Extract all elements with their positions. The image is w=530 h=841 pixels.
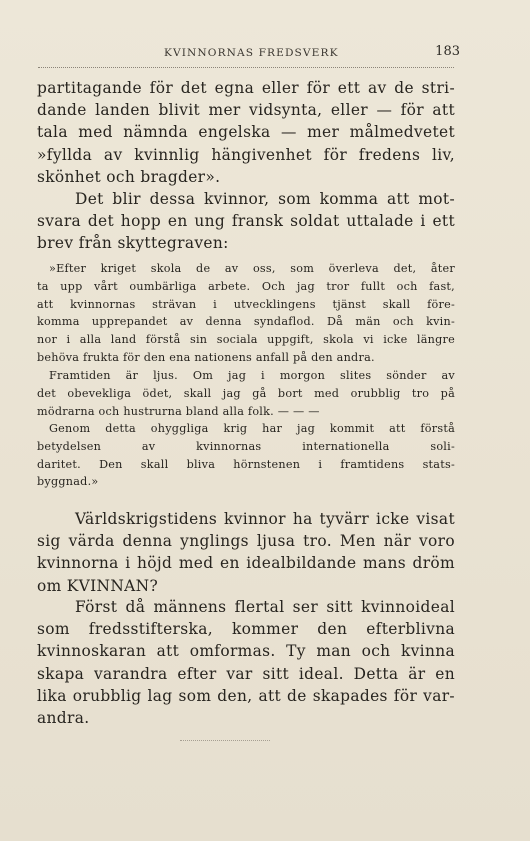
quote-line: behöva frukta för den ena nationens anfall på den andra. bbox=[37, 350, 375, 364]
quote-line: att kvinnornas strävan i utvecklingens tjänst skall före- bbox=[37, 297, 455, 311]
quote-line: det obevekliga ödet, skall jag gå bort med orubblig tro på bbox=[37, 386, 455, 400]
running-head: KVINNORNAS FREDSVERK bbox=[164, 47, 339, 59]
text-line: Världskrigstidens kvinnor ha tyvärr icke visat bbox=[75, 510, 455, 528]
text-line: dande landen blivit mer vidsynta, eller — för att bbox=[37, 101, 455, 120]
quote-line: Genom detta ohyggliga krig har jag kommit att förstå bbox=[49, 422, 455, 435]
text-line: som fredsstifterska, kommer den efterblivna bbox=[37, 620, 455, 639]
text-line: svara det hopp en ung fransk soldat uttalade i ett bbox=[37, 212, 455, 231]
text-line: kvinnoskaran att omformas. Ty man och kvinna bbox=[37, 642, 455, 661]
quote-line: byggnad.» bbox=[37, 475, 99, 489]
paragraph bbox=[37, 188, 455, 255]
quote-line: daritet. Den skall bliva hörnstenen i framtidens stats- bbox=[37, 457, 455, 471]
text-line: brev från skyttegraven: bbox=[37, 234, 229, 253]
text-line: »fyllda av kvinnlig hängivenhet för fredens liv, bbox=[37, 145, 455, 164]
quote-line: ta upp vårt oumbärliga arbete. Och jag tror fullt och fast, bbox=[37, 279, 455, 293]
text-line: om KVINNAN? bbox=[37, 576, 159, 595]
quote-line: mödrarna och hustrurna bland alla folk. — — — bbox=[37, 404, 320, 418]
text-line: Först då männens flertal ser sitt kvinnoideal bbox=[75, 598, 455, 616]
text-line: sig värda denna ynglings ljusa tro. Men när voro bbox=[37, 532, 455, 551]
quote-line: »Efter kriget skola de av oss, som överleva det, åter bbox=[49, 262, 455, 275]
text-line: lika orubblig lag som den, att de skapades för var- bbox=[37, 686, 455, 705]
text-line: Det blir dessa kvinnor, som komma att mot- bbox=[75, 190, 455, 208]
header-rule bbox=[38, 67, 454, 68]
quote-line: nor i alla land förstå sin sociala uppgift, skola vi icke längre bbox=[37, 333, 455, 346]
paragraph bbox=[37, 596, 455, 729]
page-header bbox=[36, 44, 460, 64]
paragraph-continuation bbox=[37, 77, 455, 188]
text-line: partitagande för det egna eller för ett av de stri- bbox=[37, 79, 455, 97]
quote-line: Framtiden är ljus. Om jag i morgon slites sönder av bbox=[49, 369, 455, 382]
paragraph bbox=[37, 508, 455, 597]
text-line: andra. bbox=[37, 709, 90, 728]
quote-line: komma upprepandet av denna syndaflod. Då män och kvin- bbox=[37, 315, 455, 329]
page-number: 183 bbox=[435, 44, 460, 59]
text-line: skapa varandra efter var sitt ideal. Detta är en bbox=[37, 664, 455, 683]
block-quote bbox=[37, 367, 455, 420]
block-quote bbox=[37, 420, 455, 491]
quote-line: betydelsen av kvinnornas internationella soli- bbox=[37, 439, 455, 453]
block-quote bbox=[37, 260, 455, 367]
text-line: kvinnorna i höjd med en idealbildande mans dröm bbox=[37, 554, 455, 573]
bottom-rule bbox=[180, 740, 270, 741]
text-line: skönhet och bragder». bbox=[37, 167, 221, 186]
text-line: tala med nämnda engelska — mer målmedvetet bbox=[37, 123, 455, 142]
